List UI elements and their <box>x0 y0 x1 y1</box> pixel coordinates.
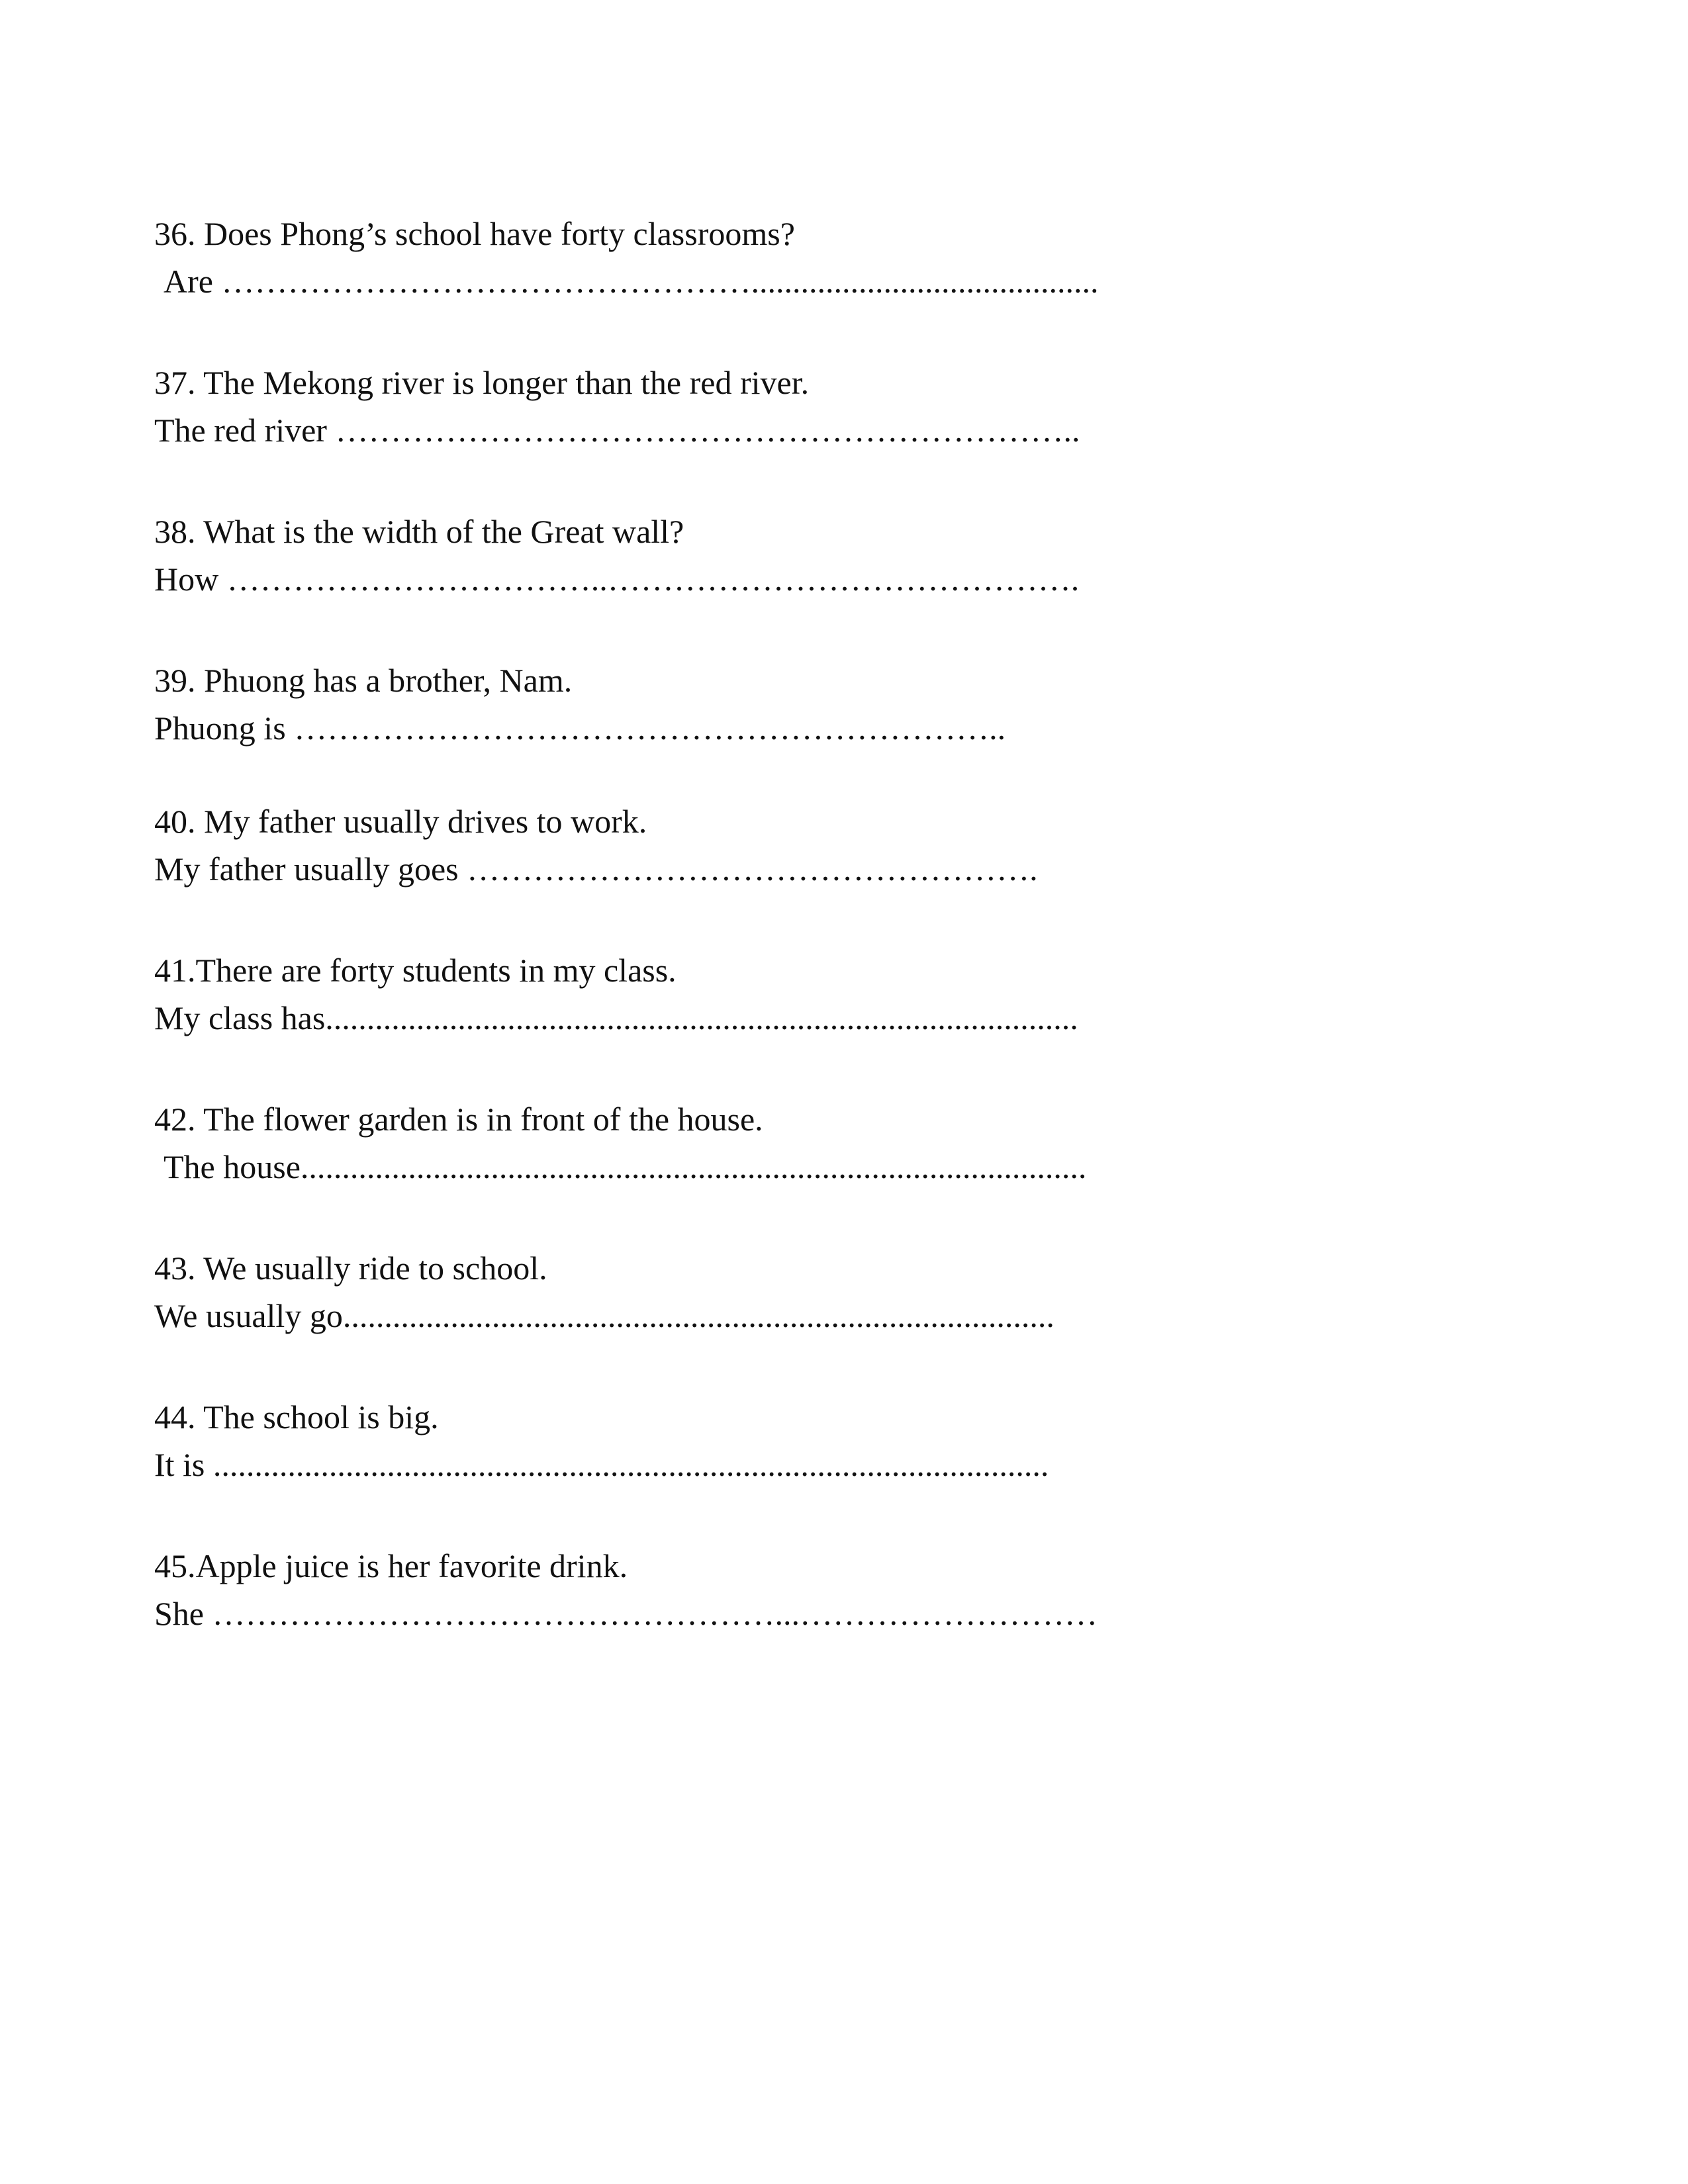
exercise-prompt: 45.Apple juice is her favorite drink. <box>154 1547 628 1584</box>
exercise-45 <box>154 1542 1412 1637</box>
exercise-answer-line: Phuong is ……………………………………………………….. <box>154 709 1006 747</box>
exercise-43 <box>154 1244 1412 1340</box>
exercise-prompt: 39. Phuong has a brother, Nam. <box>154 662 573 699</box>
exercise-37 <box>154 359 1412 454</box>
exercise-41 <box>154 946 1412 1042</box>
exercise-answer-line: My father usually goes ……………………………………………. <box>154 850 1038 887</box>
exercise-44 <box>154 1393 1412 1488</box>
exercise-prompt: 37. The Mekong river is longer than the red river. <box>154 364 810 401</box>
exercise-answer-line: My class has........................................................................................... <box>154 999 1078 1036</box>
exercise-answer-line: We usually go...................................................................................... <box>154 1297 1055 1334</box>
exercise-answer-line: The red river ………………………………………………………….. <box>154 412 1080 449</box>
exercise-42 <box>154 1095 1412 1191</box>
exercise-answer-line: It is ..................................................................................................... <box>154 1446 1049 1483</box>
exercise-answer-line: She ……………………………………………...……………………… <box>154 1595 1098 1632</box>
exercise-prompt: 38. What is the width of the Great wall? <box>154 513 684 550</box>
exercise-answer-line: Are ………………………………………….......................................... <box>164 263 1099 300</box>
exercise-prompt: 41.There are forty students in my class. <box>154 952 677 989</box>
exercise-prompt: 40. My father usually drives to work. <box>154 803 647 840</box>
exercise-prompt: 44. The school is big. <box>154 1398 439 1435</box>
exercise-39 <box>154 657 1412 752</box>
exercise-40 <box>154 797 1412 893</box>
exercise-answer-line: How ……………………………..……………………………………. <box>154 561 1080 598</box>
exercise-prompt: 43. We usually ride to school. <box>154 1250 547 1287</box>
exercise-answer-line: The house............................................................................................... <box>164 1148 1087 1185</box>
exercise-38 <box>154 508 1412 603</box>
exercise-prompt: 36. Does Phong’s school have forty classrooms? <box>154 215 795 252</box>
exercise-prompt: 42. The flower garden is in front of the house. <box>154 1101 763 1138</box>
exercise-36 <box>154 210 1412 305</box>
